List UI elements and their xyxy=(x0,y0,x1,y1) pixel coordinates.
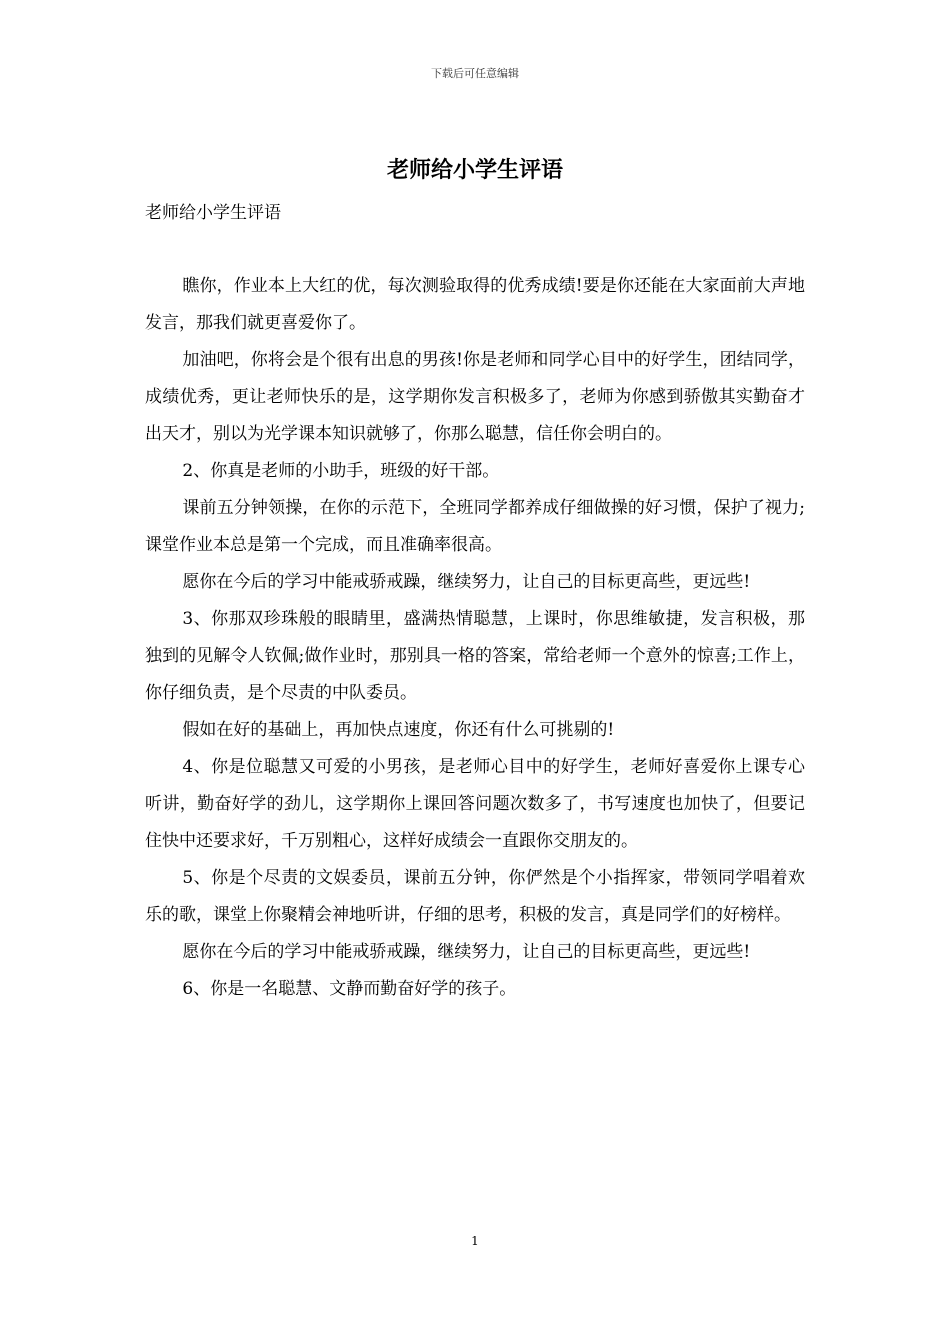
page-header-note: 下载后可任意编辑 xyxy=(431,67,519,80)
document-title: 老师给小学生评语 xyxy=(386,157,563,183)
document-body xyxy=(145,268,805,1008)
paragraph: 瞧你，作业本上大红的优，每次测验取得的优秀成绩!要是你还能在大家面前大声地发言，那我们就更喜爱你了。 xyxy=(145,276,805,333)
paragraph: 3、你那双珍珠般的眼睛里，盛满热情聪慧，上课时，你思维敏捷，发言积极，那独到的见解令人钦佩;做作业时，那别具一格的答案，常给老师一个意外的惊喜;工作上，你仔细负责，是个尽责的中队委员。 xyxy=(145,609,805,703)
page-number: 1 xyxy=(471,1234,479,1248)
paragraph: 课前五分钟领操，在你的示范下，全班同学都养成仔细做操的好习惯，保护了视力;课堂作业本总是第一个完成，而且准确率很高。 xyxy=(145,498,805,555)
paragraph: 5、你是个尽责的文娱委员，课前五分钟，你俨然是个小指挥家，带领同学唱着欢乐的歌，课堂上你聚精会神地听讲，仔细的思考，积极的发言，真是同学们的好榜样。 xyxy=(145,868,805,925)
paragraph: 假如在好的基础上，再加快点速度，你还有什么可挑剔的! xyxy=(182,720,615,740)
paragraph: 6、你是一名聪慧、文静而勤奋好学的孩子。 xyxy=(182,979,517,999)
paragraph: 愿你在今后的学习中能戒骄戒躁，继续努力，让自己的目标更高些，更远些! xyxy=(182,942,751,962)
paragraph: 4、你是位聪慧又可爱的小男孩，是老师心目中的好学生，老师好喜爱你上课专心听讲，勤奋好学的劲儿，这学期你上课回答问题次数多了，书写速度也加快了，但要记住快中还要求好，千万别粗心，这样好成绩会一直跟你交朋友的。 xyxy=(145,757,805,851)
paragraph: 加油吧，你将会是个很有出息的男孩!你是老师和同学心目中的好学生，团结同学，成绩优秀，更让老师快乐的是，这学期你发言积极多了，老师为你感到骄傲其实勤奋才出天才，别以为光学课本知识就够了，你那么聪慧，信任你会明白的。 xyxy=(145,350,805,444)
paragraph: 2、你真是老师的小助手，班级的好干部。 xyxy=(182,461,500,481)
document-subtitle: 老师给小学生评语 xyxy=(145,203,281,223)
paragraph: 愿你在今后的学习中能戒骄戒躁，继续努力，让自己的目标更高些，更远些! xyxy=(182,572,751,592)
